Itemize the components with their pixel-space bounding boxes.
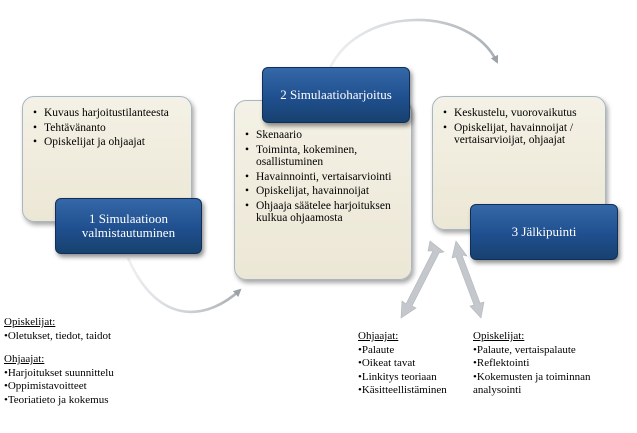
stage1-bullet: • Opiskelijat ja ohjaajat [33,136,183,149]
stage2-bullet: • Toiminta, kokeminen, osallistuminen [245,144,405,169]
stage2-bullet: • Havainnointi, vertaisarviointi [245,171,405,184]
stage2-header [262,67,410,123]
stage1-bullets [33,107,183,149]
prep-instructors-title: Ohjaajat: [4,353,45,365]
debrief-students-item: •Reflektointi [473,357,530,369]
debrief-instructors-title: Ohjaajat: [358,330,399,342]
prep-instructors-item: •Teoriatieto ja kokemus [4,393,109,406]
debrief-students-item: •Palaute, vertaispalaute [473,343,576,356]
debrief-instructors-item: •Palaute [358,343,395,356]
debrief-instructors-item: •Oikeat tavat [358,357,416,369]
stage3-title: 3 Jälkipuinti [511,224,577,239]
stage2-bullet: • Opiskelijat, havainnoijat [245,185,405,198]
stage2-bullets [245,129,405,225]
debrief-instructors-item: •Linkitys teoriaan [358,370,437,383]
stage2-card [234,100,412,280]
stage3-header [470,204,618,260]
arc-arrow-2-to-3 [330,20,497,68]
prep-instructors-item: •Oppimistavoitteet [4,380,87,392]
stage3-bullets [443,107,599,147]
debrief-instructors-item: •Käsitteellistäminen [358,384,447,396]
debrief-students-title: Opiskelijat: [473,330,525,342]
stage2-bullet: • Skenaario [245,129,405,142]
prep-notes [4,316,204,407]
stage3-bullet: • Keskustelu, vuorovaikutus [443,107,599,120]
prep-students-title: Opiskelijat: [4,316,56,328]
stage1-bullet: • Kuvaus harjoitustilanteesta [33,107,183,120]
stage1-title: 1 Simulaatioon valmistautuminen [81,211,176,240]
debrief-instructors-notes [358,330,470,398]
stage2-title: 2 Simulaatioharjoitus [280,87,392,102]
prep-students-item: •Oletukset, tiedot, taidot [4,329,112,342]
stage1-header [55,198,202,254]
stage1-bullet: • Tehtävänanto [33,122,183,135]
stage3-bullet: • Opiskelijat, havainnoijat / vertaisarvioijat, ohjaajat [443,122,599,147]
debrief-students-notes [473,330,633,398]
prep-instructors-item: •Harjoitukset suunnittelu [4,366,114,379]
stage2-bullet: • Ohjaaja säätelee harjoituksen kulkua ohjaamosta [245,200,405,225]
debrief-students-item: •Kokemusten ja toiminnan analysointi [473,370,591,396]
arc-arrow-1-to-2 [128,258,240,312]
